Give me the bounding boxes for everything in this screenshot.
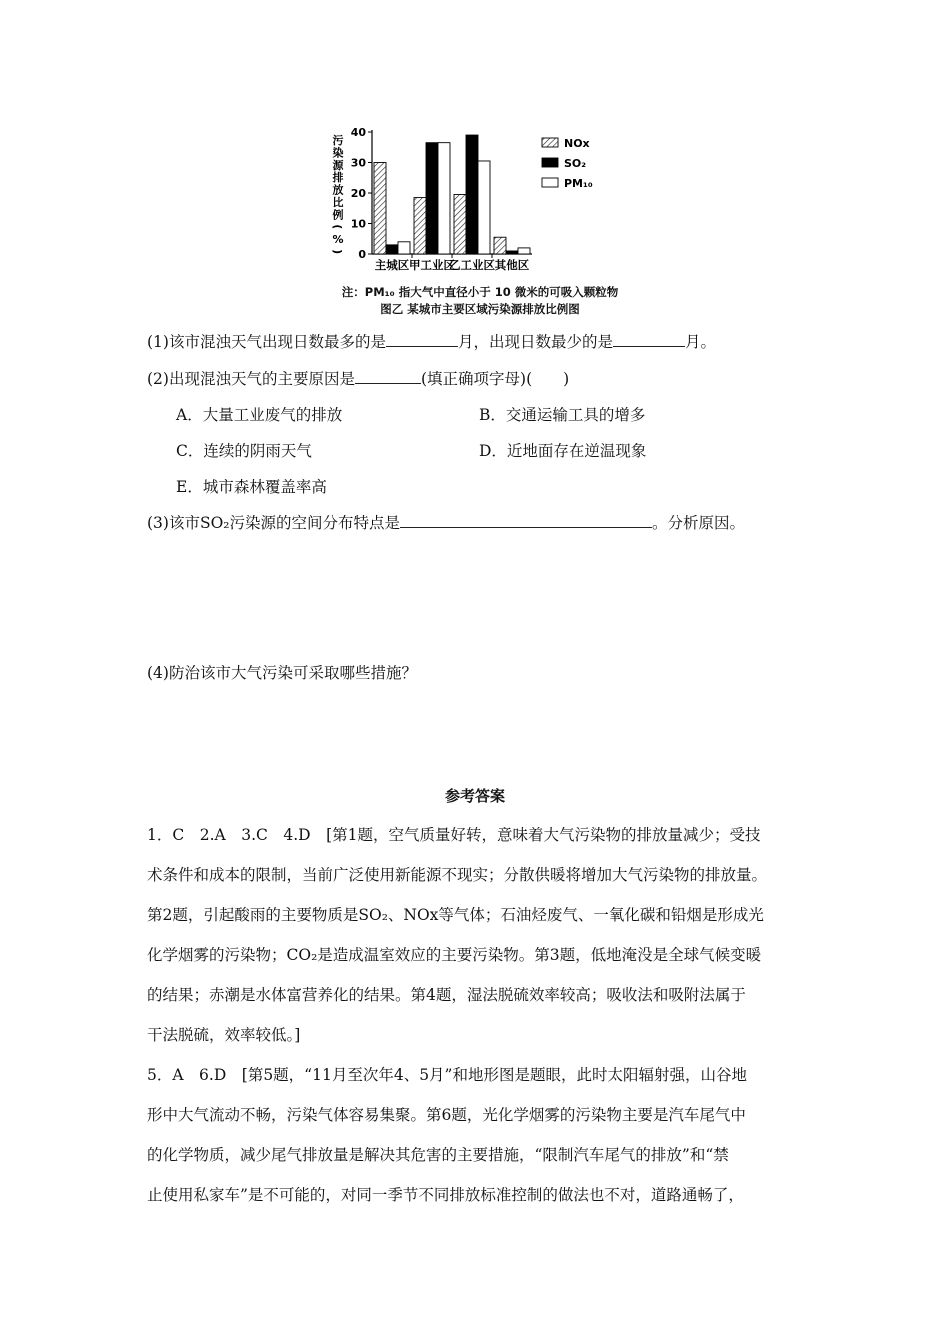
q2-text-b: (填正确项字母)( ) (420, 370, 570, 388)
q1-blank-max[interactable] (386, 332, 458, 347)
x-tick-label: 主城区 (374, 258, 410, 272)
q2-blank[interactable] (355, 369, 421, 384)
q3-blank[interactable] (400, 513, 652, 528)
y-axis-label-char: ( (331, 224, 344, 230)
bar-nox (494, 237, 506, 254)
answer-line: 1．C 2.A 3.C 4.D [第1题，空气质量好转，意味着大气污染物的排放量减少；受技 (147, 826, 761, 844)
y-axis-label (331, 133, 345, 254)
bar-so2 (506, 251, 518, 254)
y-axis-label-char: ) (331, 249, 344, 255)
answer-line: 第2题，引起酸雨的主要物质是SO₂、NOx等气体；石油烃废气、一氧化碳和铅烟是形成光 (147, 906, 764, 924)
bar-nox (374, 163, 386, 255)
legend-label: NOx (564, 137, 590, 150)
answer-line: 化学烟雾的污染物；CO₂是造成温室效应的主要污染物。第3题，低地淹没是全球气候变暖 (147, 946, 762, 964)
chart-legend (542, 137, 593, 190)
y-axis-label-char: 源 (332, 158, 344, 172)
answer-line: 的化学物质，减少尾气排放量是解决其危害的主要措施，“限制汽车尾气的排放”和“禁 (147, 1146, 729, 1164)
q1-text-c: 月。 (684, 333, 716, 351)
y-tick-label: 20 (350, 187, 366, 200)
y-axis-label-char: % (332, 233, 344, 247)
q1-text-b: 月，出现日数最少的是 (457, 333, 613, 351)
x-tick-label: 甲工业区 (409, 258, 455, 272)
answer-line: 形中大气流动不畅，污染气体容易集聚。第6题，光化学烟雾的污染物主要是汽车尾气中 (147, 1106, 746, 1124)
bar-so2 (426, 143, 438, 254)
chart-caption-block (300, 284, 660, 318)
y-axis-label-char: 排 (332, 171, 344, 185)
bar-pm10 (478, 161, 490, 254)
y-axis-label-char: 污 (332, 134, 344, 147)
chart-svg (330, 120, 630, 280)
y-axis-label-char: 例 (332, 208, 344, 222)
y-axis-label-char: 比 (332, 196, 344, 209)
legend-swatch (542, 178, 558, 187)
y-axis-label-char: 放 (332, 183, 344, 197)
answer-line: 术条件和成本的限制，当前广泛使用新能源不现实；分散供暖将增加大气污染物的排放量。 (147, 866, 768, 884)
bar-pm10 (398, 242, 410, 254)
x-tick-label: 其他区 (494, 258, 530, 272)
legend-label: SO₂ (564, 157, 587, 170)
question-2 (147, 367, 569, 389)
question-1 (147, 330, 716, 352)
y-tick-label: 10 (350, 217, 366, 231)
answer-line: 5．A 6.D [第5题，“11月至次年4、5月”和地形图是题眼，此时太阳辐射强，山谷地 (147, 1066, 747, 1084)
bar-nox (414, 198, 426, 254)
q1-text-a: (1)该市混浊天气出现日数最多的是 (147, 333, 386, 351)
legend-label: PM₁₀ (564, 177, 593, 190)
option-e: E．城市森林覆盖率高 (176, 478, 327, 496)
legend-swatch (542, 158, 558, 167)
answers-heading: 参考答案 (444, 787, 505, 805)
q3-text-a: (3)该市SO₂污染源的空间分布特点是 (147, 514, 400, 532)
legend-swatch (542, 138, 558, 147)
option-b: B．交通运输工具的增多 (479, 406, 646, 424)
answer-line: 止使用私家车”是不可能的，对同一季节不同排放标准控制的做法也不对，道路通畅了， (147, 1186, 744, 1204)
bar-nox (454, 195, 466, 254)
option-d: D．近地面存在逆温现象 (479, 442, 647, 460)
chart-caption: 图乙 某城市主要区域污染源排放比例图 (380, 302, 580, 316)
question-4: (4)防治该市大气污染可采取哪些措施？ (147, 664, 417, 682)
q2-text-a: (2)出现混浊天气的主要原因是 (147, 370, 355, 388)
bar-so2 (386, 245, 398, 254)
answer-line: 的结果；赤潮是水体富营养化的结果。第4题，湿法脱硫效率较高；吸收法和吸附法属于 (147, 986, 746, 1004)
x-tick-label: 乙工业区 (449, 258, 495, 272)
answer-line: 干法脱硫，效率较低。] (147, 1026, 301, 1044)
y-tick-label: 30 (350, 156, 366, 170)
bar-pm10 (518, 248, 530, 254)
q1-blank-min[interactable] (613, 332, 685, 347)
q3-text-b: 。分析原因。 (652, 514, 746, 532)
option-a: A．大量工业废气的排放 (176, 406, 343, 424)
y-tick-label: 0 (358, 248, 366, 261)
question-3 (147, 511, 745, 533)
y-tick-label: 40 (350, 126, 366, 139)
bar-pm10 (438, 143, 450, 254)
y-axis-label-char: 染 (332, 146, 344, 160)
bar-so2 (466, 135, 478, 254)
chart-note: 注：PM₁₀ 指大气中直径小于 10 微米的可吸入颗粒物 (341, 285, 619, 299)
option-c: C．连续的阴雨天气 (176, 442, 312, 460)
